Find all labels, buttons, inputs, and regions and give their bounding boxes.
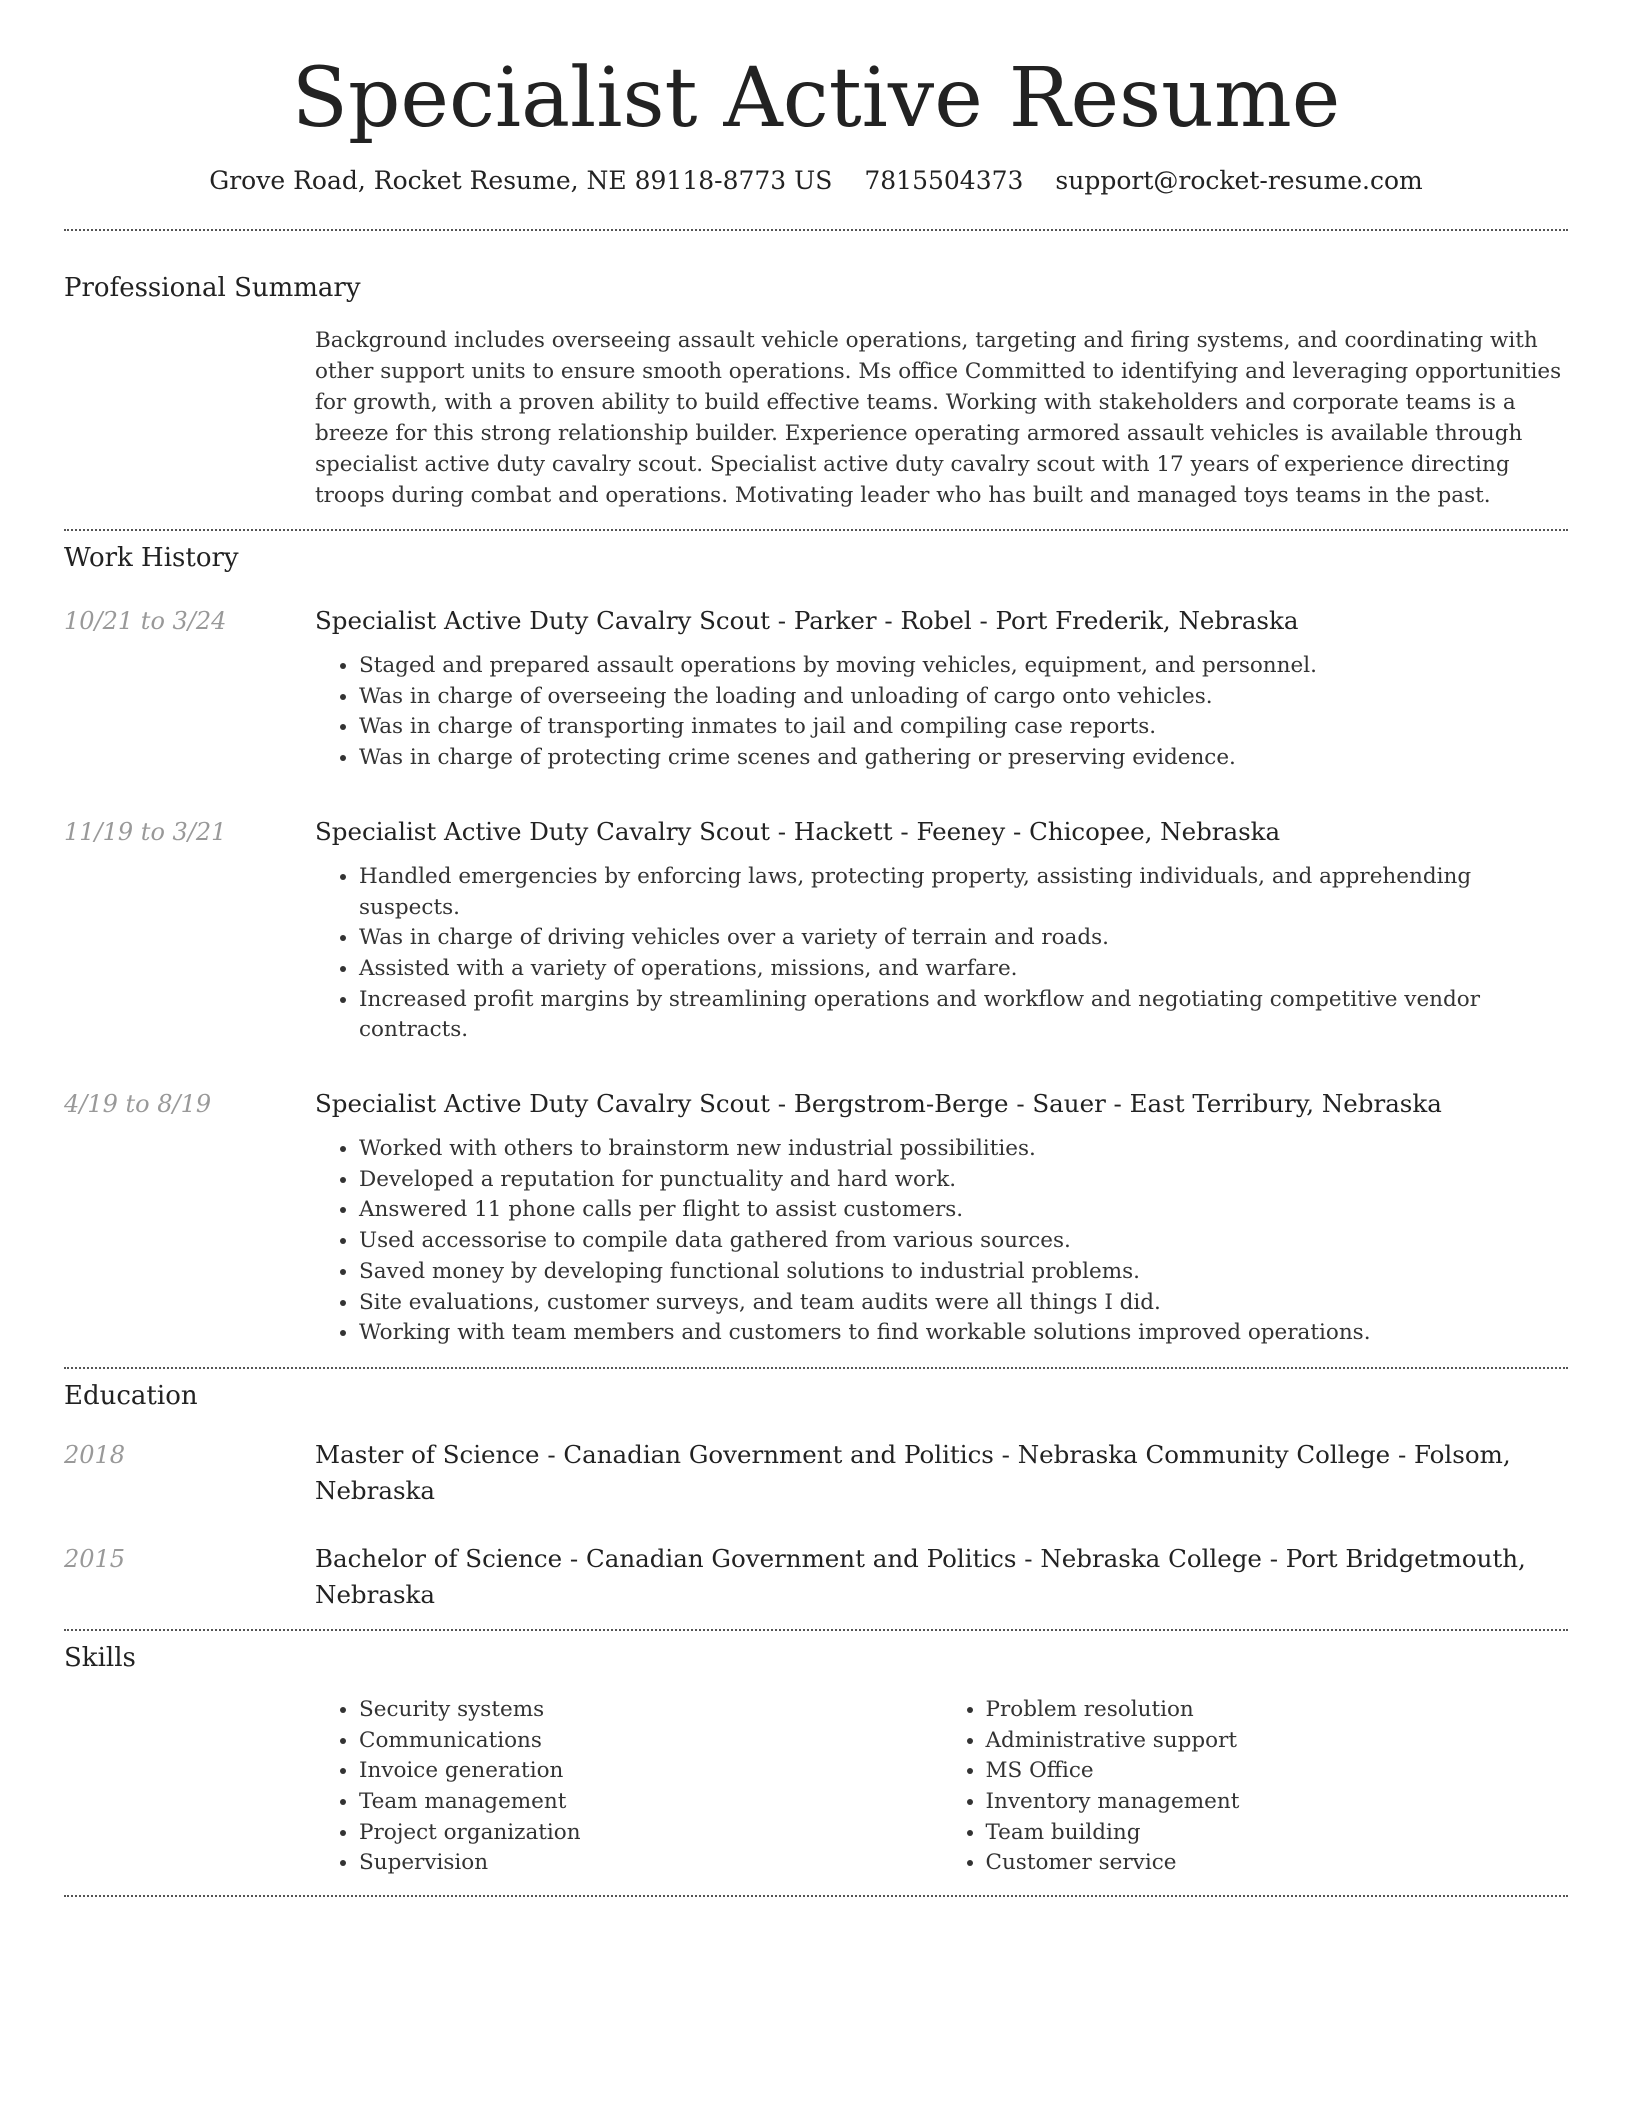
address: Grove Road, Rocket Resume, NE 89118-8773 US: [209, 166, 833, 195]
job-content: [315, 814, 1568, 1046]
job-bullets: [315, 651, 1568, 774]
skill-item: • Communications: [359, 1726, 942, 1757]
job-employer: - Hackett - Feeney - Chicopee, Nebraska: [770, 816, 1281, 846]
skills-column-left: [315, 1695, 942, 1879]
list-item: • Saved money by developing functional solutions to industrial problems.: [359, 1257, 1568, 1288]
list-item: • Answered 11 phone calls per flight to assist customers.: [359, 1195, 1568, 1226]
job-title: [315, 603, 1568, 639]
skill-item: • Project organization: [359, 1818, 942, 1849]
summary-text: Background includes overseeing assault vehicle operations, targeting and firing systems, and coordinating with other support units to ensure smooth operations. Ms office Committed to identifying and leveraging opportunities for growth, with a proven ability to build effective teams. Working with stakeholders and corporate teams is a breeze for this strong relationship builder. Experience operating armored assault vehicles is available through specialist active duty cavalry scout. Specialist active duty cavalry scout with 17 years of experience directing troops during combat and operations. Motivating leader who has built and managed toys teams in the past.: [315, 328, 1562, 508]
school: - Nebraska College - Port Bridgetmouth, Nebraska: [315, 1543, 1526, 1609]
job-employer: - Parker - Robel - Port Frederik, Nebraska: [770, 606, 1299, 635]
skill-item: • Team management: [359, 1787, 942, 1818]
skill-item: • Problem resolution: [986, 1695, 1569, 1726]
resume-name: Specialist Active Resume: [291, 51, 1341, 146]
job-dates: 4/19 to 8/19: [64, 1090, 212, 1119]
job-employer: - Bergstrom-Berge - Sauer - East Terribury, Nebraska: [770, 1089, 1442, 1119]
job-content: [315, 603, 1568, 774]
education-entry: [64, 1437, 1568, 1509]
education-details: [315, 1437, 1568, 1509]
school: - Nebraska Community College - Folsom, Nebraska: [315, 1439, 1511, 1505]
list-item: • Was in charge of driving vehicles over a variety of terrain and roads.: [359, 923, 1568, 954]
work-history-heading: Work History: [64, 543, 239, 573]
divider: [64, 529, 1568, 531]
education-year: 2015: [64, 1544, 126, 1573]
job-dates: 10/21 to 3/24: [64, 607, 227, 635]
education-heading: Education: [64, 1380, 198, 1411]
list-item: • Site evaluations, customer surveys, and team audits were all things I did.: [359, 1288, 1568, 1319]
skill-item: • Inventory management: [986, 1787, 1569, 1818]
job-bullets: [315, 1134, 1568, 1349]
job-dates: 11/19 to 3/21: [64, 817, 227, 846]
list-item: • Used accessorise to compile data gathered from various sources.: [359, 1226, 1568, 1257]
divider: [64, 229, 1568, 231]
list-item: • Staged and prepared assault operations by moving vehicles, equipment, and personnel.: [359, 651, 1568, 682]
job-role: Specialist Active Duty Cavalry Scout: [315, 816, 770, 846]
skill-item: • Team building: [986, 1818, 1569, 1849]
education-details: [315, 1541, 1568, 1613]
degree: Bachelor of Science - Canadian Government and Politics: [315, 1543, 1017, 1573]
divider: [64, 1629, 1568, 1631]
skill-item: • Invoice generation: [359, 1756, 942, 1787]
skill-item: • MS Office: [986, 1756, 1569, 1787]
skills-list: [315, 1695, 1568, 1879]
skill-item: • Customer service: [986, 1848, 1569, 1879]
skill-item: • Security systems: [359, 1695, 942, 1726]
skill-item: • Supervision: [359, 1848, 942, 1879]
job-bullets: [315, 862, 1568, 1046]
phone: 7815504373: [864, 166, 1024, 195]
education-entry: [64, 1541, 1568, 1613]
education-year: 2018: [64, 1440, 126, 1469]
email: support@rocket-resume.com: [1055, 166, 1423, 195]
job-entry: [64, 814, 1568, 1046]
summary-heading: Professional Summary: [64, 273, 361, 303]
degree: Master of Science - Canadian Government and Politics: [315, 1439, 994, 1469]
resume-page: [64, 0, 1568, 1897]
list-item: • Was in charge of transporting inmates to jail and compiling case reports.: [359, 712, 1568, 743]
list-item: • Was in charge of overseeing the loading and unloading of cargo onto vehicles.: [359, 682, 1568, 713]
job-title: [315, 1086, 1568, 1122]
list-item: • Assisted with a variety of operations, missions, and warfare.: [359, 954, 1568, 985]
skills-column-right: [942, 1695, 1569, 1879]
list-item: • Was in charge of protecting crime scenes and gathering or preserving evidence.: [359, 743, 1568, 774]
job-role: Specialist Active Duty Cavalry Scout: [315, 1089, 770, 1119]
job-entry: [64, 603, 1568, 774]
divider: [64, 1895, 1568, 1897]
divider: [64, 1367, 1568, 1369]
list-item: • Worked with others to brainstorm new industrial possibilities.: [359, 1134, 1568, 1165]
list-item: • Handled emergencies by enforcing laws, protecting property, assisting individuals, and apprehending suspects.: [359, 862, 1568, 923]
skills-heading: Skills: [64, 1642, 136, 1673]
job-content: [315, 1086, 1568, 1349]
job-entry: [64, 1086, 1568, 1349]
list-item: • Increased profit margins by streamlining operations and workflow and negotiating competitive vendor contracts.: [359, 985, 1568, 1046]
job-role: Specialist Active Duty Cavalry Scout: [315, 606, 770, 635]
skill-item: • Administrative support: [986, 1726, 1569, 1757]
contact-line: [64, 166, 1568, 195]
job-title: [315, 814, 1568, 850]
list-item: • Developed a reputation for punctuality and hard work.: [359, 1165, 1568, 1196]
list-item: • Working with team members and customers to find workable solutions improved operations.: [359, 1318, 1568, 1349]
